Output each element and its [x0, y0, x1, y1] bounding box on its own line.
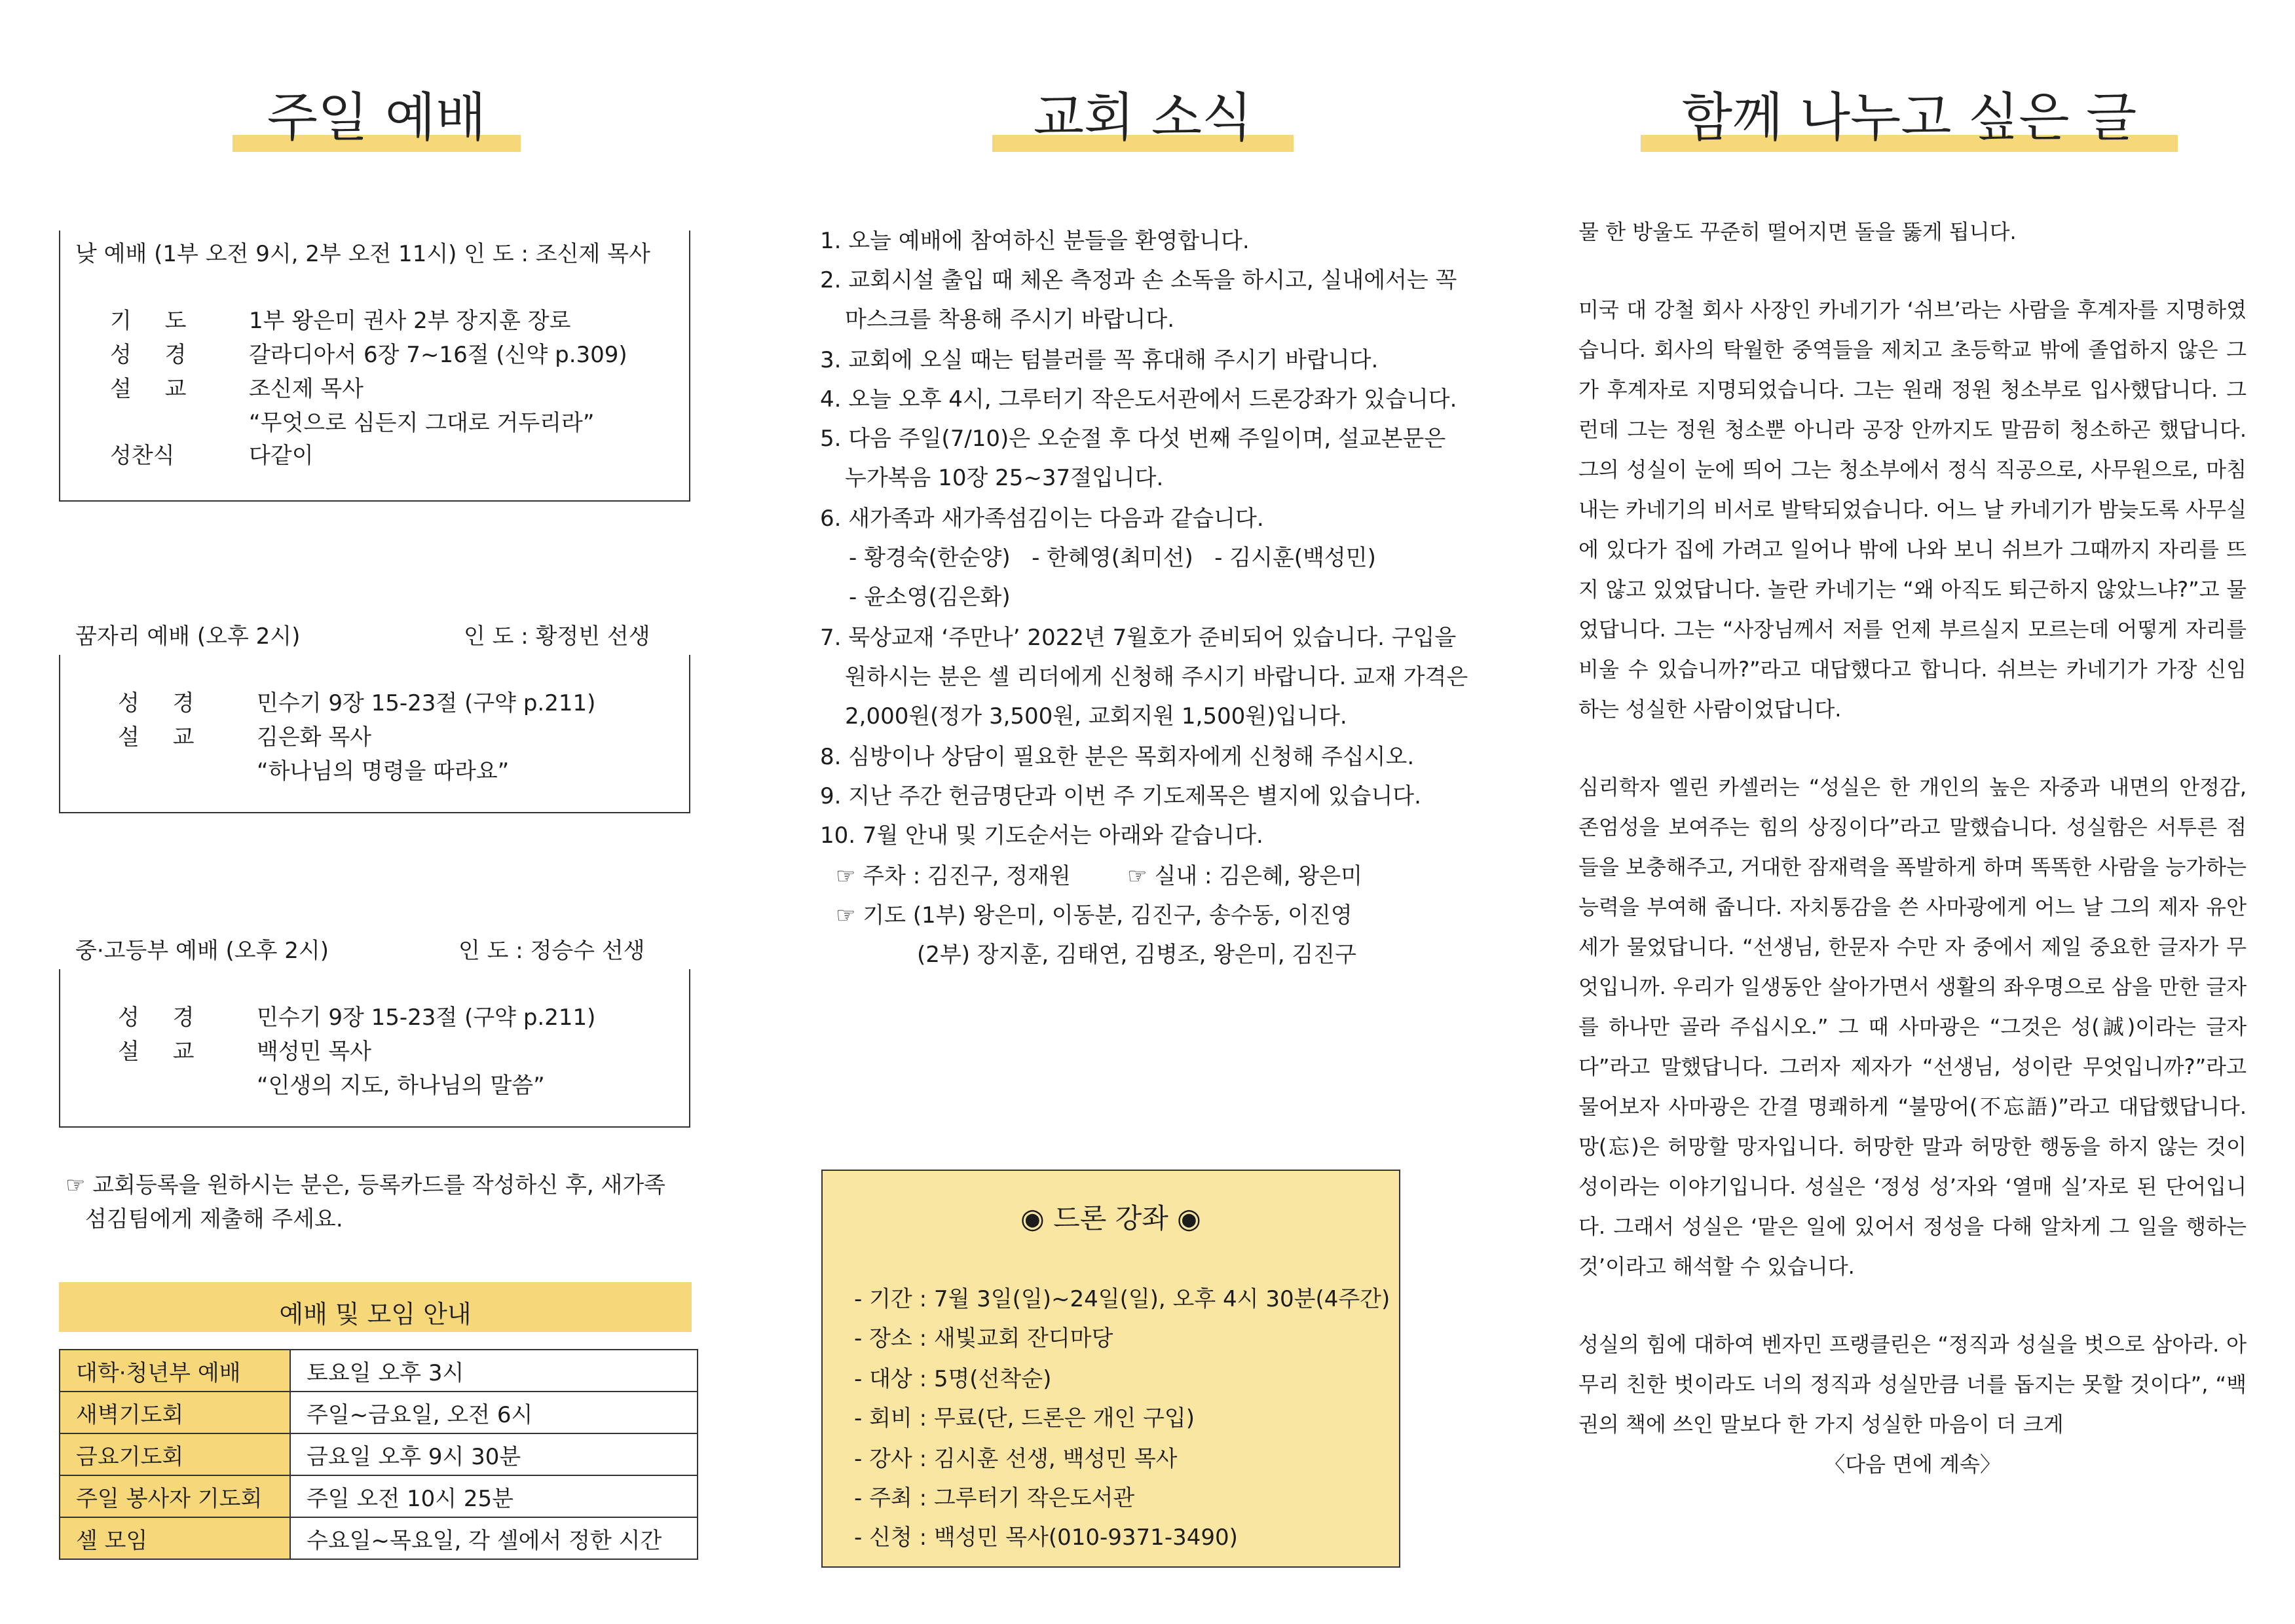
essay-paragraph: 물 한 방울도 꾸준히 떨어지면 돌을 뚫게 됩니다. [1578, 219, 2017, 244]
drone-item: - 대상 : 5명(선착순) [854, 1366, 1052, 1392]
guide-value: 토요일 오후 3시 [290, 1350, 698, 1392]
worship-youth-row-value: 백성민 목사 [257, 1039, 372, 1065]
table-row [60, 1392, 698, 1433]
drone-lecture-box [821, 1170, 1400, 1568]
guide-key: 금요기도회 [60, 1433, 290, 1475]
guide-title: 예배 및 모임 안내 [279, 1300, 472, 1329]
drone-item: - 강사 : 김시훈 선생, 백성민 목사 [854, 1446, 1178, 1472]
worship-youth-sermon-title: “인생의 지도, 하나님의 말씀” [257, 1073, 545, 1099]
news-line: 2. 교회시설 출입 때 체온 측정과 손 소독을 하시고, 실내에서는 꼭 [820, 267, 1457, 293]
table-row [60, 1433, 698, 1475]
news-line: 3. 교회에 오실 때는 텀블러를 꼭 휴대해 주시기 바랍니다. [820, 347, 1379, 373]
news-line: - 황경숙(한순양) - 한혜영(최미선) - 김시훈(백성민) [849, 545, 1376, 571]
drone-item: - 회비 : 무료(단, 드론은 개인 구입) [854, 1405, 1195, 1431]
worship-youth-row-value: 민수기 9장 15-23절 (구약 p.211) [257, 1005, 596, 1031]
worship-day-row-label: 기 도 [110, 308, 200, 334]
guide-value: 주일~금요일, 오전 6시 [290, 1392, 698, 1433]
guide-key: 주일 봉사자 기도회 [60, 1475, 290, 1517]
news-line: 10. 7월 안내 및 기도순서는 아래와 같습니다. [820, 822, 1263, 849]
worship-kids-row-label: 성 경 [118, 690, 208, 716]
news-line: 9. 지난 주간 헌금명단과 이번 주 기도제목은 별지에 있습니다. [820, 783, 1421, 809]
worship-day-row-label: 성찬식 [110, 443, 175, 469]
news-line: 8. 심방이나 상담이 필요한 분은 목회자에게 신청해 주십시오. [820, 744, 1415, 770]
drone-title: ◉ 드론 강좌 ◉ [1020, 1202, 1201, 1234]
worship-day-row-value: 다같이 [249, 443, 314, 469]
worship-day-header: 낮 예배 (1부 오전 9시, 2부 오전 11시) 인 도 : 조신제 목사 [75, 241, 650, 267]
worship-day-row-value: 갈라디아서 6장 7~16절 (신약 p.309) [249, 342, 627, 368]
worship-day-row-label: 설 교 [110, 376, 200, 402]
essay-paragraph: 미국 대 강철 회사 사장인 카네기가 ‘쉬브’라는 사람을 후계자를 지명하였습니다. 회사의 탁월한 중역들을 제치고 초등학교 밖에 졸업하지 않은 그가 후계자로 지명되었습니다. 그는 원래 정원 청소부로 입사했답니다. 그런데 그는 정원 청소뿐 아니라 공장 안까지도 말끔히 청소하곤 했답니다. 그의 성실이 눈에 띄어 그는 청소부에서 정식 직공으로, 사무원으로, 마침내는 카네기의 비서로 발탁되었습니다. 어느 날 카네기가 밤늦도록 사무실에 있다가 집에 가려고 일어나 밖에 나와 보니 쉬브가 그때까지 자리를 뜨지 않고 있었답니다. 놀란 카네기는 “왜 아직도 퇴근하지 않았느냐?”고 물었답니다. 그는 “사장님께서 저를 언제 부르실지 모르는데 어떻게 자리를 비울 수 있습니까?”라고 대답했다고 합니다. 쉬브는 카네기가 가장 신임하는 성실한 사람이었답니다. [1578, 297, 2247, 722]
news-line: 누가복음 10장 25~37절입니다. [845, 465, 1164, 491]
news-line: 마스크를 착용해 주시기 바랍니다. [845, 306, 1175, 333]
guide-key: 대학·청년부 예배 [60, 1350, 290, 1392]
worship-day-row-value: 조신제 목사 [249, 376, 364, 402]
register-note-line1: ☞ 교회등록을 원하시는 분은, 등록카드를 작성하신 후, 새가족 [65, 1172, 666, 1198]
guide-table [59, 1349, 698, 1560]
guide-key: 새벽기도회 [60, 1392, 290, 1433]
news-line: 2,000원(정가 3,500원, 교회지원 1,500원)입니다. [845, 703, 1347, 729]
news-line: (2부) 장지훈, 김태연, 김병조, 왕은미, 김진구 [917, 942, 1356, 968]
title-essay: 함께 나누고 싶은 글 [1641, 92, 2178, 144]
worship-kids-row-value: 김은화 목사 [257, 724, 372, 750]
essay-text [1578, 212, 2247, 1485]
news-line: ☞ 기도 (1부) 왕은미, 이동분, 김진구, 송수동, 이진영 [836, 902, 1353, 929]
worship-kids-leader: 인 도 : 황정빈 선생 [464, 623, 650, 650]
table-row [60, 1475, 698, 1517]
worship-kids-row-value: 민수기 9장 15-23절 (구약 p.211) [257, 690, 596, 716]
worship-kids-header: 꿈자리 예배 (오후 2시) [75, 623, 301, 650]
news-line: 5. 다음 주일(7/10)은 오순절 후 다섯 번째 주일이며, 설교본문은 [820, 426, 1446, 452]
worship-youth-row-label: 성 경 [118, 1005, 208, 1031]
news-line: ☞ 주차 : 김진구, 정재원 ☞ 실내 : 김은혜, 왕은미 [836, 863, 1362, 889]
worship-day-sermon-title: “무엇으로 심든지 그대로 거두리라” [249, 410, 595, 436]
guide-key: 셀 모임 [60, 1517, 290, 1559]
news-line: 7. 묵상교재 ‘주만나’ 2022년 7월호가 준비되어 있습니다. 구입을 [820, 625, 1457, 651]
drone-item: - 장소 : 새빛교회 잔디마당 [854, 1325, 1113, 1352]
essay-paragraph: 심리학자 엘린 카셀러는 “성실은 한 개인의 높은 자중과 내면의 안정감, 존엄성을 보여주는 힘의 상징이다”라고 말했습니다. 성실함은 서투른 점들을 보충해주고, 거대한 잠재력을 폭발하게 하며 똑똑한 사람을 능가하는 능력을 부여해 줍니다. 자치통감을 쓴 사마광에게 어느 날 그의 제자 유안세가 물었답니다. “선생님, 한문자 수만 자 중에서 제일 중요한 글자가 무엇입니까. 우리가 일생동안 살아가면서 생활의 좌우명으로 삼을 만한 글자를 하나만 골라 주십시오.” 그 때 사마광은 “그것은 성(誠)이라는 글자다”라고 말했답니다. 그러자 제자가 “선생님, 성이란 무엇입니까?”라고 물어보자 사마광은 간결 명쾌하게 “불망어(不忘語)”라고 대답했답니다. 망(忘)은 허망할 망자입니다. 허망한 말과 허망한 행동을 하지 않는 것이 성이라는 이야기입니다. 성실은 ‘정성 성’자와 ‘열매 실’자로 된 단어입니다. 그래서 성실은 ‘맡은 일에 있어서 정성을 다해 알차게 그 일을 행하는 것’이라고 해석할 수 있습니다. [1578, 775, 2247, 1279]
worship-youth-leader: 인 도 : 정승수 선생 [458, 938, 645, 964]
guide-value: 수요일~목요일, 각 셀에서 정한 시간 [290, 1517, 698, 1559]
guide-value: 금요일 오후 9시 30분 [290, 1433, 698, 1475]
register-note-line2: 섬김팀에게 제출해 주세요. [85, 1206, 343, 1232]
guide-title-bar [59, 1282, 692, 1332]
worship-youth-header: 중·고등부 예배 (오후 2시) [75, 938, 329, 964]
drone-item: - 신청 : 백성민 목사(010-9371-3490) [854, 1524, 1238, 1551]
essay-paragraph: 성실의 힘에 대하여 벤자민 프랭클린은 “정직과 성실을 벗으로 삼아라. 아무리 친한 벗이라도 너의 정직과 성실만큼 너를 돕지는 못할 것이다”, “백권의 책에 쓰인 말보다 한 가지 성실한 마음이 더 크게 [1578, 1332, 2247, 1437]
table-row [60, 1517, 698, 1559]
worship-youth-row-label: 설 교 [118, 1039, 208, 1065]
news-line: - 윤소영(김은화) [849, 584, 1011, 610]
news-line: 원하시는 분은 셀 리더에게 신청해 주시기 바랍니다. 교재 가격은 [845, 664, 1468, 690]
news-line: 1. 오늘 예배에 참여하신 분들을 환영합니다. [820, 228, 1250, 254]
news-line: 6. 새가족과 새가족섬김이는 다음과 같습니다. [820, 506, 1264, 532]
worship-day-row-value: 1부 왕은미 권사 2부 장지훈 장로 [249, 308, 571, 334]
title-worship: 주일 예배 [233, 92, 521, 144]
worship-kids-sermon-title: “하나님의 명령을 따라요” [257, 758, 510, 784]
title-news: 교회 소식 [992, 92, 1294, 144]
guide-value: 주일 오전 10시 25분 [290, 1475, 698, 1517]
worship-day-row-label: 성 경 [110, 342, 200, 368]
drone-item: - 기간 : 7월 3일(일)~24일(일), 오후 4시 30분(4주간) [854, 1286, 1390, 1312]
worship-kids-row-label: 설 교 [118, 724, 208, 750]
essay-continued: 〈다음 면에 계속〉 [1824, 1452, 2001, 1477]
news-line: 4. 오늘 오후 4시, 그루터기 작은도서관에서 드론강좌가 있습니다. [820, 386, 1457, 413]
table-row [60, 1350, 698, 1392]
drone-item: - 주최 : 그루터기 작은도서관 [854, 1485, 1135, 1511]
